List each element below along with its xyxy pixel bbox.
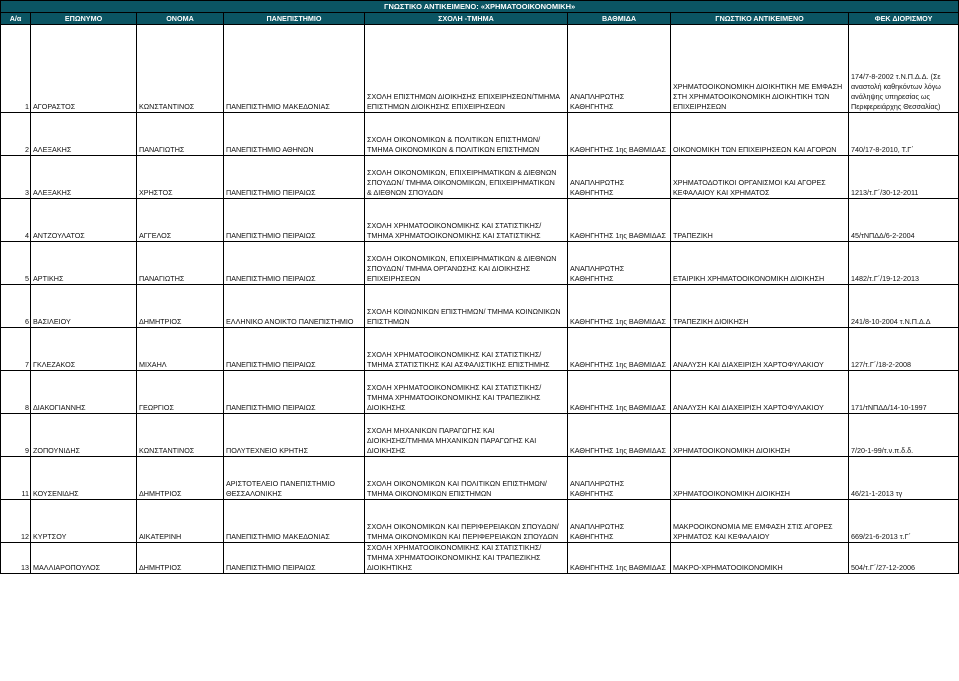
appointment-gazette-cell: 45/τΝΠΔΔ/6-2-2004 — [849, 199, 959, 242]
university-cell: ΠΑΝΕΠΙΣΤΗΜΙΟ ΑΘΗΝΩΝ — [224, 113, 365, 156]
surname-cell: ΑΝΤΖΟΥΛΑΤΟΣ — [31, 199, 137, 242]
column-header: ΒΑΘΜΙΔΑ — [568, 13, 671, 25]
rank-cell: ΚΑΘΗΓΗΤΗΣ 1ης ΒΑΘΜΙΔΑΣ — [568, 328, 671, 371]
university-cell: ΠΑΝΕΠΙΣΤΗΜΙΟ ΜΑΚΕΔΟΝΙΑΣ — [224, 500, 365, 543]
subject-cell: ΤΡΑΠΕΖΙΚΗ — [671, 199, 849, 242]
appointment-gazette-cell: 669/21-6-2013 τ.Γ΄ — [849, 500, 959, 543]
appointment-gazette-cell: 174/7-8-2002 τ.Ν.Π.Δ.Δ. (Σε αναστολή καθηκόντων λόγω ανάληψης υπηρεσίας ως Περιφερειάρχης Θεσσαλίας) — [849, 25, 959, 113]
subject-cell: ΜΑΚΡΟ-ΧΡΗΜΑΤΟΟΙΚΟΝΟΜΙΚΗ — [671, 543, 849, 574]
row-number: 11 — [1, 457, 31, 500]
surname-cell: ΑΛΕΞΑΚΗΣ — [31, 113, 137, 156]
surname-cell: ΚΥΡΤΣΟΥ — [31, 500, 137, 543]
subject-cell: ΧΡΗΜΑΤΟΔΟΤΙΚΟΙ ΟΡΓΑΝΙΣΜΟΙ ΚΑΙ ΑΓΟΡΕΣ ΚΕΦΑΛΑΙΟΥ ΚΑΙ ΧΡΗΜΑΤΟΣ — [671, 156, 849, 199]
table-row — [1, 199, 959, 242]
surname-cell: ΔΙΑΚΟΓΙΑΝΝΗΣ — [31, 371, 137, 414]
table-row — [1, 25, 959, 113]
first-name-cell: ΔΗΜΗΤΡΙΟΣ — [137, 457, 224, 500]
row-number: 4 — [1, 199, 31, 242]
rank-cell: ΚΑΘΗΓΗΤΗΣ 1ης ΒΑΘΜΙΔΑΣ — [568, 371, 671, 414]
column-header: ΠΑΝΕΠΙΣΤΗΜΙΟ — [224, 13, 365, 25]
rank-cell: ΚΑΘΗΓΗΤΗΣ 1ης ΒΑΘΜΙΔΑΣ — [568, 113, 671, 156]
table-row — [1, 371, 959, 414]
row-number: 5 — [1, 242, 31, 285]
school-department-cell: ΣΧΟΛΗ ΧΡΗΜΑΤΟΟΙΚΟΝΟΜΙΚΗΣ ΚΑΙ ΣΤΑΤΙΣΤΙΚΗΣ/ ΤΜΗΜΑ ΧΡΗΜΑΤΟΟΙΚΟΝΟΜΙΚΗΣ ΚΑΙ ΤΡΑΠΕΖΙΚΗΣ ΔΙΟΙΚΗΣΗΣ — [365, 371, 568, 414]
university-cell: ΠΟΛΥΤΕΧΝΕΙΟ ΚΡΗΤΗΣ — [224, 414, 365, 457]
table-row — [1, 113, 959, 156]
first-name-cell: ΑΓΓΕΛΟΣ — [137, 199, 224, 242]
table-row — [1, 500, 959, 543]
first-name-cell: ΓΕΩΡΓΙΟΣ — [137, 371, 224, 414]
table-row — [1, 328, 959, 371]
column-header: ΕΠΩΝΥΜΟ — [31, 13, 137, 25]
rank-cell: ΚΑΘΗΓΗΤΗΣ 1ης ΒΑΘΜΙΔΑΣ — [568, 285, 671, 328]
surname-cell: ΓΚΛΕΖΑΚΟΣ — [31, 328, 137, 371]
first-name-cell: ΜΙΧΑΗΛ — [137, 328, 224, 371]
appointment-gazette-cell: 171/τΝΠΔΔ/14-10-1997 — [849, 371, 959, 414]
column-header: ΟΝΟΜΑ — [137, 13, 224, 25]
school-department-cell: ΣΧΟΛΗ ΜΗΧΑΝΙΚΩΝ ΠΑΡΑΓΩΓΗΣ ΚΑΙ ΔΙΟΙΚΗΣΗΣ/ΤΜΗΜΑ ΜΗΧΑΝΙΚΩΝ ΠΑΡΑΓΩΓΗΣ ΚΑΙ ΔΙΟΙΚΗΣΗΣ — [365, 414, 568, 457]
first-name-cell: ΧΡΗΣΤΟΣ — [137, 156, 224, 199]
school-department-cell: ΣΧΟΛΗ ΟΙΚΟΝΟΜΙΚΩΝ & ΠΟΛΙΤΙΚΩΝ ΕΠΙΣΤΗΜΩΝ/ ΤΜΗΜΑ ΟΙΚΟΝΟΜΙΚΩΝ & ΠΟΛΙΤΙΚΩΝ ΕΠΙΣΤΗΜΩΝ — [365, 113, 568, 156]
rank-cell: ΑΝΑΠΛΗΡΩΤΗΣ ΚΑΘΗΓΗΤΗΣ — [568, 156, 671, 199]
surname-cell: ΚΟΥΣΕΝΙΔΗΣ — [31, 457, 137, 500]
school-department-cell: ΣΧΟΛΗ ΧΡΗΜΑΤΟΟΙΚΟΝΟΜΙΚΗΣ ΚΑΙ ΣΤΑΤΙΣΤΙΚΗΣ/ ΤΜΗΜΑ ΧΡΗΜΑΤΟΟΙΚΟΝΟΜΙΚΗΣ ΚΑΙ ΣΤΑΤΙΣΤΙΚΗΣ — [365, 199, 568, 242]
university-cell: ΠΑΝΕΠΙΣΤΗΜΙΟ ΠΕΙΡΑΙΩΣ — [224, 242, 365, 285]
school-department-cell: ΣΧΟΛΗ ΟΙΚΟΝΟΜΙΚΩΝ ΚΑΙ ΠΟΛΙΤΙΚΩΝ ΕΠΙΣΤΗΜΩΝ/ ΤΜΗΜΑ ΟΙΚΟΝΟΜΙΚΩΝ ΕΠΙΣΤΗΜΩΝ — [365, 457, 568, 500]
school-department-cell: ΣΧΟΛΗ ΟΙΚΟΝΟΜΙΚΩΝ, ΕΠΙΧΕΙΡΗΜΑΤΙΚΩΝ & ΔΙΕΘΝΩΝ ΣΠΟΥΔΩΝ/ ΤΜΗΜΑ ΟΡΓΑΝΩΣΗΣ ΚΑΙ ΔΙΟΙΚΗΣΗΣ ΕΠΙΧΕΙΡΗΣΕΩΝ — [365, 242, 568, 285]
row-number: 9 — [1, 414, 31, 457]
rank-cell: ΑΝΑΠΛΗΡΩΤΗΣ ΚΑΘΗΓΗΤΗΣ — [568, 500, 671, 543]
table-title: ΓΝΩΣΤΙΚΟ ΑΝΤΙΚΕΙΜΕΝΟ: «ΧΡΗΜΑΤΟΟΙΚΟΝΟΜΙΚΗ» — [1, 1, 959, 13]
column-header: ΣΧΟΛΗ -ΤΜΗΜΑ — [365, 13, 568, 25]
table-row — [1, 457, 959, 500]
table-row — [1, 414, 959, 457]
rank-cell: ΚΑΘΗΓΗΤΗΣ 1ης ΒΑΘΜΙΔΑΣ — [568, 543, 671, 574]
appointment-gazette-cell: 46/21-1-2013 τγ — [849, 457, 959, 500]
school-department-cell: ΣΧΟΛΗ ΟΙΚΟΝΟΜΙΚΩΝ ΚΑΙ ΠΕΡΙΦΕΡΕΙΑΚΩΝ ΣΠΟΥΔΩΝ/ ΤΜΗΜΑ ΟΙΚΟΝΟΜΙΚΩΝ ΚΑΙ ΠΕΡΙΦΕΡΕΙΑΚΩΝ ΣΠΟΥΔΩΝ — [365, 500, 568, 543]
school-department-cell: ΣΧΟΛΗ ΧΡΗΜΑΤΟΟΙΚΟΝΟΜΙΚΗΣ ΚΑΙ ΣΤΑΤΙΣΤΙΚΗΣ/ ΤΜΗΜΑ ΧΡΗΜΑΤΟΟΙΚΟΝΟΜΙΚΗΣ ΚΑΙ ΤΡΑΠΕΖΙΚΗΣ ΔΙΟΙΚΗΤΙΚΗΣ — [365, 543, 568, 574]
first-name-cell: ΑΙΚΑΤΕΡΙΝΗ — [137, 500, 224, 543]
subject-cell: ΜΑΚΡΟΟΙΚΟΝΟΜΙΑ ΜΕ ΕΜΦΑΣΗ ΣΤΙΣ ΑΓΟΡΕΣ ΧΡΗΜΑΤΟΣ ΚΑΙ ΚΕΦΑΛΑΙΟΥ — [671, 500, 849, 543]
row-number: 2 — [1, 113, 31, 156]
subject-cell: ΤΡΑΠΕΖΙΚΗ ΔΙΟΙΚΗΣΗ — [671, 285, 849, 328]
row-number: 12 — [1, 500, 31, 543]
school-department-cell: ΣΧΟΛΗ ΧΡΗΜΑΤΟΟΙΚΟΝΟΜΙΚΗΣ ΚΑΙ ΣΤΑΤΙΣΤΙΚΗΣ/ ΤΜΗΜΑ ΣΤΑΤΙΣΤΙΚΗΣ ΚΑΙ ΑΣΦΑΛΙΣΤΙΚΗΣ ΕΠΙΣΤΗΜΗΣ — [365, 328, 568, 371]
subject-cell: ΕΤΑΙΡΙΚΗ ΧΡΗΜΑΤΟΟΙΚΟΝΟΜΙΚΗ ΔΙΟΙΚΗΣΗ — [671, 242, 849, 285]
table-row — [1, 285, 959, 328]
university-cell: ΕΛΛΗΝΙΚΟ ΑΝΟΙΚΤΟ ΠΑΝΕΠΙΣΤΗΜΙΟ — [224, 285, 365, 328]
surname-cell: ΖΟΠΟΥΝΙΔΗΣ — [31, 414, 137, 457]
row-number: 7 — [1, 328, 31, 371]
first-name-cell: ΔΗΜΗΤΡΙΟΣ — [137, 285, 224, 328]
column-header: ΦΕΚ ΔΙΟΡΙΣΜΟΥ — [849, 13, 959, 25]
subject-cell: ΧΡΗΜΑΤΟΟΙΚΟΝΟΜΙΚΗ ΔΙΟΙΚΗΣΗ — [671, 457, 849, 500]
appointment-gazette-cell: 1213/τ.Γ΄/30-12-2011 — [849, 156, 959, 199]
university-cell: ΠΑΝΕΠΙΣΤΗΜΙΟ ΠΕΙΡΑΙΩΣ — [224, 543, 365, 574]
first-name-cell: ΔΗΜΗΤΡΙΟΣ — [137, 543, 224, 574]
surname-cell: ΜΑΛΛΙΑΡΟΠΟΥΛΟΣ — [31, 543, 137, 574]
university-cell: ΠΑΝΕΠΙΣΤΗΜΙΟ ΠΕΙΡΑΙΩΣ — [224, 328, 365, 371]
rank-cell: ΑΝΑΠΛΗΡΩΤΗΣ ΚΑΘΗΓΗΤΗΣ — [568, 25, 671, 113]
appointment-gazette-cell: 504/τ.Γ΄/27-12-2006 — [849, 543, 959, 574]
appointment-gazette-cell: 1482/τ.Γ΄/19-12-2013 — [849, 242, 959, 285]
row-number: 1 — [1, 25, 31, 113]
university-cell: ΠΑΝΕΠΙΣΤΗΜΙΟ ΠΕΙΡΑΙΩΣ — [224, 371, 365, 414]
appointment-gazette-cell: 127/τ.Γ΄/18-2-2008 — [849, 328, 959, 371]
subject-cell: ΧΡΗΜΑΤΟΟΙΚΟΝΟΜΙΚΗ ΔΙΟΙΚΗΣΗ — [671, 414, 849, 457]
school-department-cell: ΣΧΟΛΗ ΟΙΚΟΝΟΜΙΚΩΝ, ΕΠΙΧΕΙΡΗΜΑΤΙΚΩΝ & ΔΙΕΘΝΩΝ ΣΠΟΥΔΩΝ/ ΤΜΗΜΑ ΟΙΚΟΝΟΜΙΚΩΝ, ΕΠΙΧΕΙΡΗΜΑΤΙΚΩΝ & ΔΙΕΘΝΩΝ ΣΠΟΥΔΩΝ — [365, 156, 568, 199]
column-header: Α/α — [1, 13, 31, 25]
column-header: ΓΝΩΣΤΙΚΟ ΑΝΤΙΚΕΙΜΕΝΟ — [671, 13, 849, 25]
subject-cell: ΟΙΚΟΝΟΜΙΚΗ ΤΩΝ ΕΠΙΧΕΙΡΗΣΕΩΝ ΚΑΙ ΑΓΟΡΩΝ — [671, 113, 849, 156]
university-cell: ΠΑΝΕΠΙΣΤΗΜΙΟ ΜΑΚΕΔΟΝΙΑΣ — [224, 25, 365, 113]
university-cell: ΠΑΝΕΠΙΣΤΗΜΙΟ ΠΕΙΡΑΙΩΣ — [224, 199, 365, 242]
rank-cell: ΚΑΘΗΓΗΤΗΣ 1ης ΒΑΘΜΙΔΑΣ — [568, 199, 671, 242]
first-name-cell: ΠΑΝΑΓΙΩΤΗΣ — [137, 242, 224, 285]
university-cell: ΑΡΙΣΤΟΤΕΛΕΙΟ ΠΑΝΕΠΙΣΤΗΜΙΟ ΘΕΣΣΑΛΟΝΙΚΗΣ — [224, 457, 365, 500]
row-number: 8 — [1, 371, 31, 414]
surname-cell: ΑΓΟΡΑΣΤΟΣ — [31, 25, 137, 113]
school-department-cell: ΣΧΟΛΗ ΕΠΙΣΤΗΜΩΝ ΔΙΟΙΚΗΣΗΣ ΕΠΙΧΕΙΡΗΣΕΩΝ/ΤΜΗΜΑ ΕΠΙΣΤΗΜΩΝ ΔΙΟΙΚΗΣΗΣ ΕΠΙΧΕΙΡΗΣΕΩΝ — [365, 25, 568, 113]
row-number: 6 — [1, 285, 31, 328]
first-name-cell: ΚΩΝΣΤΑΝΤΙΝΟΣ — [137, 25, 224, 113]
subject-cell: ΑΝΑΛΥΣΗ ΚΑΙ ΔΙΑΧΕΙΡΙΣΗ ΧΑΡΤΟΦΥΛΑΚΙΟΥ — [671, 371, 849, 414]
table-row — [1, 242, 959, 285]
first-name-cell: ΚΩΝΣΤΑΝΤΙΝΟΣ — [137, 414, 224, 457]
surname-cell: ΒΑΣΙΛΕΙΟΥ — [31, 285, 137, 328]
appointment-gazette-cell: 241/8-10-2004 τ.Ν.Π.Δ.Δ — [849, 285, 959, 328]
table-row — [1, 156, 959, 199]
surname-cell: ΑΛΕΞΑΚΗΣ — [31, 156, 137, 199]
subject-cell: ΑΝΑΛΥΣΗ ΚΑΙ ΔΙΑΧΕΙΡΙΣΗ ΧΑΡΤΟΦΥΛΑΚΙΟΥ — [671, 328, 849, 371]
rank-cell: ΚΑΘΗΓΗΤΗΣ 1ης ΒΑΘΜΙΔΑΣ — [568, 414, 671, 457]
subject-cell: ΧΡΗΜΑΤΟΟΙΚΟΝΟΜΙΚΗ ΔΙΟΙΚΗΤΙΚΗ ΜΕ ΕΜΦΑΣΗ ΣΤΗ ΧΡΗΜΑΤΟΟΙΚΟΝΟΜΙΚΗ ΔΙΟΙΚΗΤΙΚΗ ΤΩΝ ΕΠΙΧΕΙΡΗΣΕΩΝ — [671, 25, 849, 113]
university-cell: ΠΑΝΕΠΙΣΤΗΜΙΟ ΠΕΙΡΑΙΩΣ — [224, 156, 365, 199]
appointment-gazette-cell: 740/17-8-2010, Τ.Γ΄ — [849, 113, 959, 156]
surname-cell: ΑΡΤΙΚΗΣ — [31, 242, 137, 285]
row-number: 3 — [1, 156, 31, 199]
appointment-gazette-cell: 7/20-1-99/τ.ν.π.δ.δ. — [849, 414, 959, 457]
school-department-cell: ΣΧΟΛΗ ΚΟΙΝΩΝΙΚΩΝ ΕΠΙΣΤΗΜΩΝ/ ΤΜΗΜΑ ΚΟΙΝΩΝΙΚΩΝ ΕΠΙΣΤΗΜΩΝ — [365, 285, 568, 328]
row-number: 13 — [1, 543, 31, 574]
rank-cell: ΑΝΑΠΛΗΡΩΤΗΣ ΚΑΘΗΓΗΤΗΣ — [568, 457, 671, 500]
first-name-cell: ΠΑΝΑΓΙΩΤΗΣ — [137, 113, 224, 156]
rank-cell: ΑΝΑΠΛΗΡΩΤΗΣ ΚΑΘΗΓΗΤΗΣ — [568, 242, 671, 285]
table-row — [1, 543, 959, 574]
